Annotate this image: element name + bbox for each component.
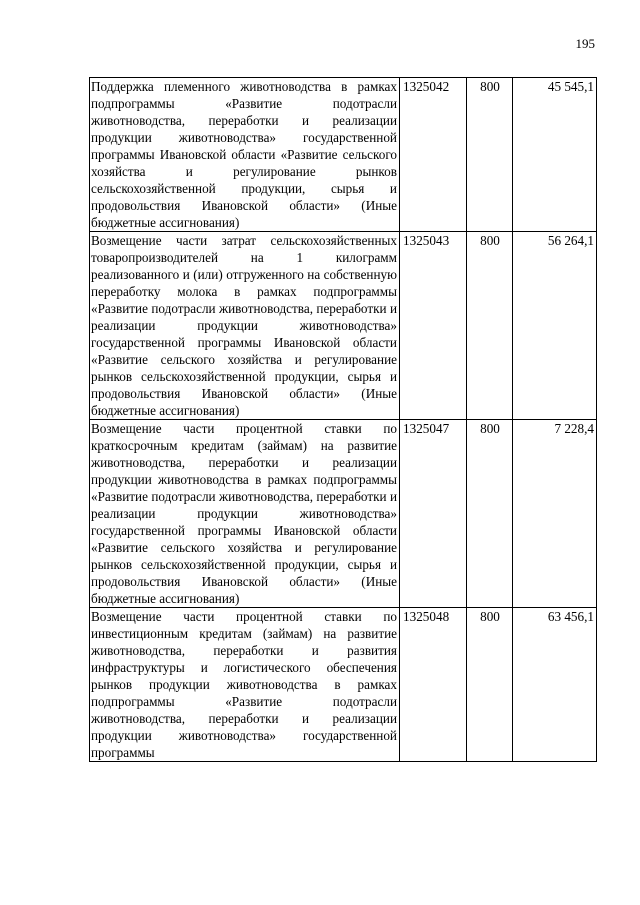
row-expense-type: 800: [467, 420, 513, 608]
table-row: [90, 232, 597, 420]
row-expense-type: 800: [467, 232, 513, 420]
row-target-code: 1325043: [400, 232, 467, 420]
row-target-code: 1325042: [400, 78, 467, 232]
row-description: Возмещение части процентной ставки по инвестиционным кредитам (займам) на развитие животноводства, переработки и развития инфраструктуры и логистического обеспечения рынков продукции животноводства в рамках подпрограммы «Развитие подотрасли животноводства, переработки и реализации продукции животноводства» государственной программы: [90, 608, 400, 762]
row-description: Поддержка племенного животноводства в рамках подпрограммы «Развитие подотрасли животноводства, переработки и реализации продукции животноводства» государственной программы Ивановской области «Развитие сельского хозяйства и регулирование рынков сельскохозяйственной продукции, сырья и продовольствия Ивановской области» (Иные бюджетные ассигнования): [90, 78, 400, 232]
row-target-code: 1325047: [400, 420, 467, 608]
row-description: Возмещение части затрат сельскохозяйственных товаропроизводителей на 1 килограмм реализованного и (или) отгруженного на собственную переработку молока в рамках подпрограммы «Развитие подотрасли животноводства, переработки и реализации продукции животноводства» государственной программы Ивановской области «Развитие сельского хозяйства и регулирование рынков сельскохозяйственной продукции, сырья и продовольствия Ивановской области» (Иные бюджетные ассигнования): [90, 232, 400, 420]
row-amount: 56 264,1: [513, 232, 597, 420]
row-description: Возмещение части процентной ставки по краткосрочным кредитам (займам) на развитие животноводства, переработки и реализации продукции животноводства в рамках подпрограммы «Развитие подотрасли животноводства, переработки и реализации продукции животноводства» государственной программы Ивановской области «Развитие сельского хозяйства и регулирование рынков сельскохозяйственной продукции, сырья и продовольствия Ивановской области» (Иные бюджетные ассигнования): [90, 420, 400, 608]
row-expense-type: 800: [467, 608, 513, 762]
row-expense-type: 800: [467, 78, 513, 232]
row-amount: 7 228,4: [513, 420, 597, 608]
table-row: [90, 420, 597, 608]
row-target-code: 1325048: [400, 608, 467, 762]
table-row: [90, 608, 597, 762]
page-number: 195: [575, 36, 595, 51]
row-amount: 63 456,1: [513, 608, 597, 762]
row-amount: 45 545,1: [513, 78, 597, 232]
budget-table: [89, 77, 597, 762]
table-row: [90, 78, 597, 232]
